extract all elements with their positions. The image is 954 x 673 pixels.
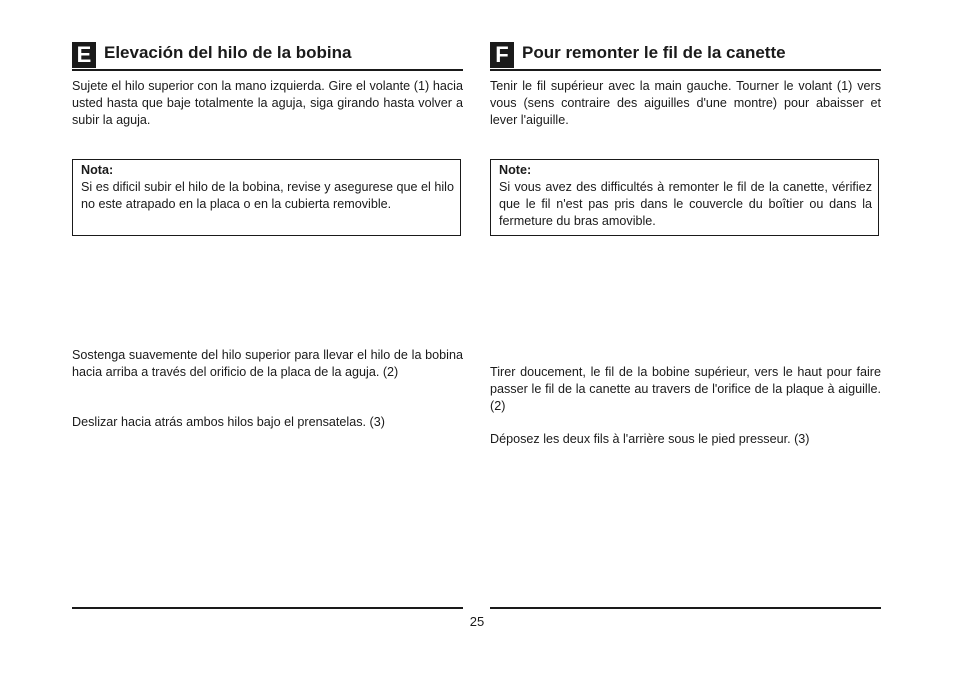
section-spanish <box>72 42 463 429</box>
note-box <box>490 159 879 236</box>
section-letter-badge: F <box>490 42 514 68</box>
paragraph-1: Tenir le fil supérieur avec la main gauche. Tourner le volant (1) vers vous (sens contraire des aiguilles d'une montre) pour abaisser et lever l'aiguille. <box>490 79 881 127</box>
paragraph-1: Sujete el hilo superior con la mano izquierda. Gire el volante (1) hacia usted hasta que baje totalmente la aguja, siga girando hasta volver a subir la aguja. <box>72 79 463 127</box>
note-label: Nota: <box>81 163 114 177</box>
note-label: Note: <box>499 163 532 177</box>
section-title: Pour remonter le fil de la canette <box>522 43 786 62</box>
note-text: Si es dificil subir el hilo de la bobina, revise y asegurese que el hilo no este atrapado en la placa o en la cubierta removible. <box>81 180 454 211</box>
paragraph-3: Deslizar hacia atrás ambos hilos bajo el prensatelas. (3) <box>72 415 385 429</box>
section-letter-badge: E <box>72 42 96 68</box>
note-text: Si vous avez des difficultés à remonter le fil de la canette, vérifiez que le fil n'est pas pris dans le couvercle du boîtier ou dans la fermeture du bras amovible. <box>499 180 872 228</box>
footer-rule-right <box>490 607 881 609</box>
note-box <box>72 159 461 236</box>
section-title: Elevación del hilo de la bobina <box>104 43 352 62</box>
paragraph-2: Tirer doucement, le fil de la bobine supérieur, vers le haut pour faire passer le fil de la canette au travers de l'orifice de la plaque à aiguille. (2) <box>490 365 881 413</box>
paragraph-3: Déposez les deux fils à l'arrière sous le pied presseur. (3) <box>490 432 810 446</box>
title-rule <box>72 69 463 71</box>
paragraph-2: Sostenga suavemente del hilo superior para llevar el hilo de la bobina hacia arriba a través del orificio de la placa de la aguja. (2) <box>72 348 463 379</box>
section-header <box>72 42 463 68</box>
title-rule <box>490 69 881 71</box>
section-french <box>490 42 881 446</box>
section-header <box>490 42 881 68</box>
page-number: 25 <box>469 614 485 629</box>
footer-rule-left <box>72 607 463 609</box>
